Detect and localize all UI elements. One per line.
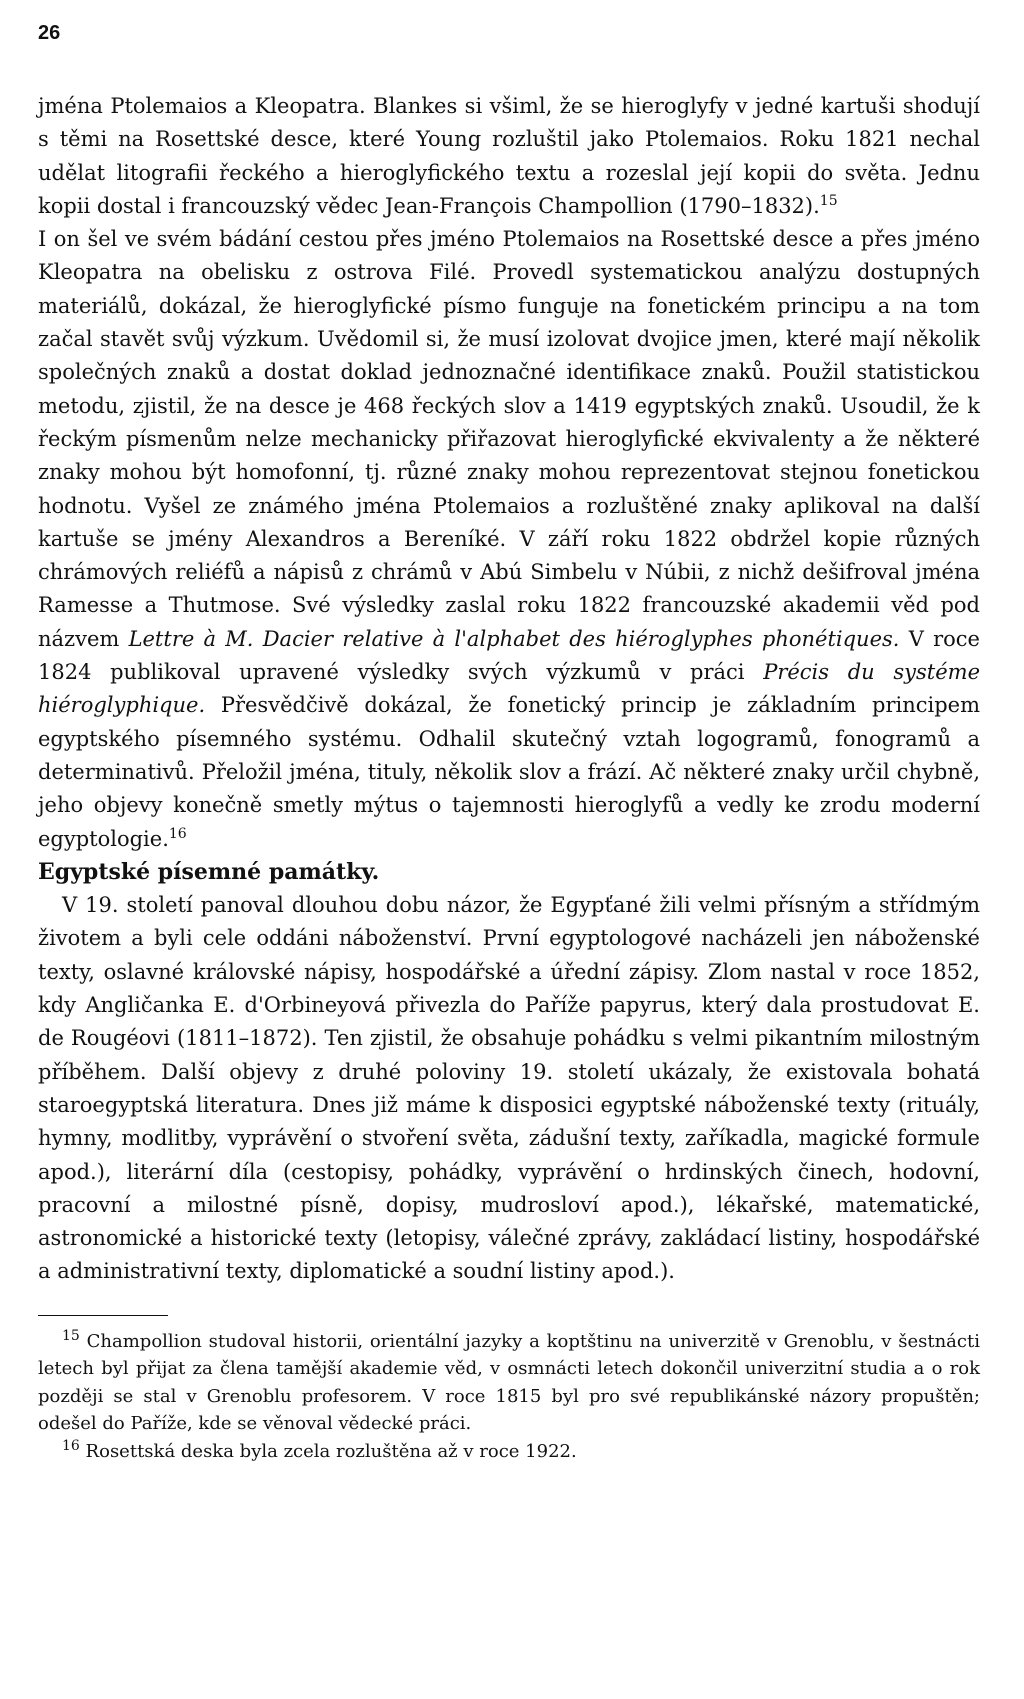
work-title-lettre: Lettre à M. Dacier relative à l'alphabet des hiéroglyphes phonétiques. [128, 626, 900, 651]
footnote-ref-16: 16 [168, 825, 187, 842]
footnote-divider [38, 1315, 168, 1316]
footnote-16-number: 16 [62, 1437, 80, 1454]
paragraph-3: V 19. století panoval dlouhou dobu názor, že Egypťané žili velmi přísným a střídmým životem a byli cele oddáni náboženství. První egyptologové nacházeli jen náboženské texty, oslavné královské nápisy, hospodářské a úřední zápisy. Zlom nastal v roce 1852, kdy Angličanka E. d'Orbineyová přivezla do Paříže papyrus, který dala prostudovat E. de Rougéovi (1811–1872). Ten zjistil, že obsahuje pohádku s velmi pikantním milostným příběhem. Další objevy z druhé poloviny 19. století ukázaly, že existovala bohatá staroegyptská literatura. Dnes již máme k disposici egyptské náboženské texty (rituály, hymny, modlitby, vyprávění o stvoření světa, zádušní texty, zaříkadla, magické formule apod.), literární díla (cestopisy, pohádky, vyprávění o hrdinských činech, hodovní, pracovní a milostné písně, dopisy, mudrosloví apod.), lékařské, matematické, astronomické a historické texty (letopisy, válečné zprávy, zakládací listiny, hospodářské a administrativní texty, diplomatické a soudní listiny apod.). [38, 893, 980, 1284]
footnote-15-number: 15 [62, 1327, 80, 1344]
footnote-ref-15: 15 [819, 192, 838, 209]
footnote-16-text: Rosettská deska byla zcela rozluštěna až v roce 1922. [79, 1440, 577, 1462]
page-number: 26 [38, 22, 61, 44]
paragraph-2-text-c: Přesvědčivě dokázal, že fonetický princip je základním principem egyptského písemného systému. Odhalil skutečný vztah logogramů, fonogramů a determinativů. Přeložil jména, tituly, několik slov a frází. Ač některé znaky určil chybně, jeho objevy konečně smetly mýtus o tajemnosti hieroglyfů a vedly ke zrodu moderní egyptologie. [38, 693, 980, 851]
footnotes [38, 1328, 980, 1466]
paragraph-1 [38, 90, 980, 223]
footnote-15-text: Champollion studoval historii, orientální jazyky a koptštinu na univerzitě v Grenoblu, v šestnácti letech byl přijat za člena tamější akademie věd, v osmnácti letech dokončil univerzitní studia a o rok později se stal v Grenoblu profesorem. V roce 1815 byl pro své republikánské názory propuštěn; odešel do Paříže, kde se věnoval vědecké práci. [38, 1330, 980, 1435]
work-title-precis: Précis du systéme hiéroglyphique. [38, 660, 980, 718]
paragraph-2-text-a: I on šel ve svém bádání cestou přes jméno Ptolemaios na Rosettské desce a přes jméno Kleopatra na obelisku z ostrova Filé. Provedl systematickou analýzu dostupných materiálů, dokázal, že hieroglyfické písmo funguje na fonetickém principu a na tom začal stavět svůj výzkum. Uvědomil si, že musí izolovat dvojice jmen, které mají několik společných znaků a dostat doklad jednoznačné identifikace znaků. Použil statistickou metodu, zjistil, že na desce je 468 řeckých slov a 1419 egyptských znaků. Usoudil, že k řeckým písmenům nelze mechanicky přiřazovat hieroglyfické ekvivalenty a že některé znaky mohou být homofonní, tj. různé znaky mohou reprezentovat stejnou fonetickou hodnotu. Vyšel ze známého jména Ptolemaios a rozluštěné znaky aplikoval na další kartuše se jmény Alexandros a Bereníké. V září roku 1822 obdržel kopie různých chrámových reliéfů a nápisů z chrámů v Abú Simbelu v Núbii, z nichž dešifroval jména Ramesse a Thutmose. Své výsledky zaslal roku 1822 francouzské akademii věd pod názvem [38, 227, 980, 651]
footnote-16 [38, 1438, 980, 1466]
page-body [38, 90, 980, 1465]
section-heading: Egyptské písemné památky. [38, 858, 380, 885]
paragraph-2-text-b: V roce 1824 publikoval upravené výsledky svých výzkumů v práci [38, 626, 980, 685]
footnote-15 [38, 1328, 980, 1438]
paragraph-1-text: jména Ptolemaios a Kleopatra. Blankes si všiml, že se hieroglyfy v jedné kartuši shodují s těmi na Rosettské desce, které Young rozluštil jako Ptolemaios. Roku 1821 nechal udělat litografii řeckého a hieroglyfického textu a rozeslal její kopii do světa. Jednu kopii dostal i francouzský vědec Jean-François Champollion (1790–1832). [38, 94, 980, 218]
paragraph-2 [38, 223, 980, 856]
